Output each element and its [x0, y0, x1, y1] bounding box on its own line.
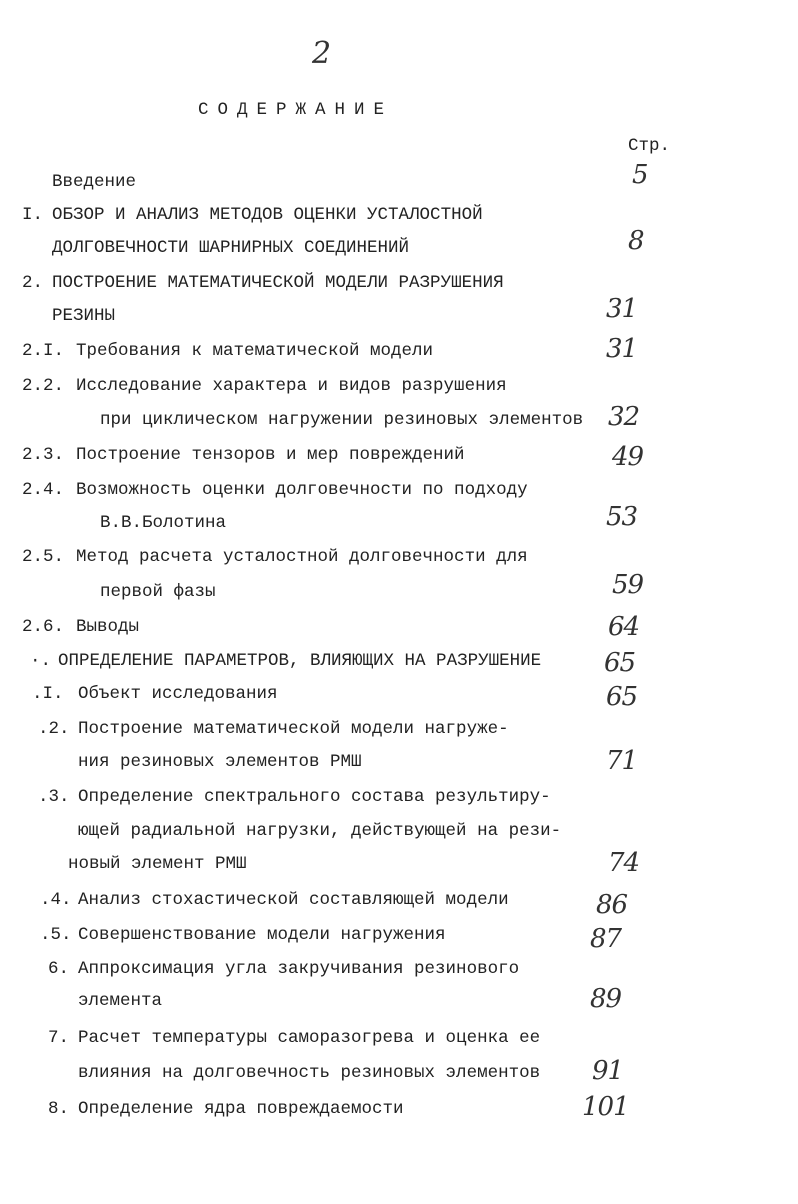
entry-title-line: ОБЗОР И АНАЛИЗ МЕТОДОВ ОЦЕНКИ УСТАЛОСТНОЙ [52, 205, 483, 225]
entry-page-number: 8 [628, 226, 644, 256]
entry-number: .I. [32, 684, 64, 704]
entry-number: 8. [48, 1099, 70, 1119]
entry-number: 2. [22, 273, 44, 293]
entry-title-line: Требования к математической модели [76, 341, 434, 361]
entry-title-line: Совершенствование модели нагружения [78, 925, 446, 945]
entry-title-line: при циклическом нагружении резиновых элементов [100, 410, 584, 430]
entry-page-number: 101 [582, 1092, 629, 1122]
entry-title-line: влияния на долговечность резиновых элементов [78, 1063, 541, 1083]
entry-title-line: ДОЛГОВЕЧНОСТИ ШАРНИРНЫХ СОЕДИНЕНИЙ [52, 238, 410, 258]
entry-title-line: Построение математической модели нагруже- [78, 719, 509, 739]
entry-number: .4. [40, 890, 72, 910]
page-column-label: Стр. [628, 136, 671, 156]
entry-title-line: новый элемент РМШ [68, 854, 247, 874]
entry-page-number: 65 [606, 682, 638, 712]
entry-title-line: ПОСТРОЕНИЕ МАТЕМАТИЧЕСКОЙ МОДЕЛИ РАЗРУШЕНИЯ [52, 273, 504, 293]
entry-page-number: 91 [592, 1056, 624, 1086]
entry-number: 2.I. [22, 341, 65, 361]
entry-number: .3. [38, 787, 70, 807]
entry-number: 6. [48, 959, 70, 979]
entry-number: 2.6. [22, 617, 65, 637]
entry-title-line: Объект исследования [78, 684, 278, 704]
entry-title-line: Введение [52, 172, 137, 192]
entry-page-number: 53 [606, 502, 638, 532]
entry-page-number: 31 [606, 334, 638, 364]
entry-title-line: РЕЗИНЫ [52, 306, 116, 326]
entry-title-line: Выводы [76, 617, 140, 637]
entry-page-number: 32 [608, 402, 640, 432]
entry-title-line: Определение спектрального состава результиру- [78, 787, 551, 807]
entry-number: I. [22, 205, 44, 225]
entry-title-line: элемента [78, 991, 163, 1011]
entry-number: .2. [38, 719, 70, 739]
entry-title-line: первой фазы [100, 582, 216, 602]
entry-page-number: 31 [606, 294, 638, 324]
entry-number: 2.4. [22, 480, 65, 500]
entry-number: 7. [48, 1028, 70, 1048]
entry-number: ·. [30, 651, 52, 671]
entry-number: 2.5. [22, 547, 65, 567]
entry-page-number: 64 [608, 612, 640, 642]
entry-number: 2.2. [22, 376, 65, 396]
entry-title-line: Возможность оценки долговечности по подходу [76, 480, 528, 500]
entry-page-number: 71 [606, 746, 638, 776]
entry-page-number: 49 [612, 442, 644, 472]
entry-title-line: ОПРЕДЕЛЕНИЕ ПАРАМЕТРОВ, ВЛИЯЮЩИХ НА РАЗРУШЕНИЕ [58, 651, 542, 671]
entry-number: 2.3. [22, 445, 65, 465]
page-number: 2 [312, 36, 331, 71]
entry-title-line: Расчет температуры саморазогрева и оценка ее [78, 1028, 541, 1048]
entry-page-number: 86 [596, 890, 628, 920]
toc-title: СОДЕРЖАНИЕ [198, 100, 394, 120]
entry-page-number: 65 [604, 648, 636, 678]
entry-title-line: Построение тензоров и мер повреждений [76, 445, 465, 465]
entry-title-line: В.В.Болотина [100, 513, 227, 533]
entry-title-line: Определение ядра повреждаемости [78, 1099, 404, 1119]
entry-page-number: 89 [590, 984, 622, 1014]
entry-page-number: 74 [608, 848, 640, 878]
entry-number: .5. [40, 925, 72, 945]
entry-title-line: Аппроксимация угла закручивания резинового [78, 959, 520, 979]
entry-title-line: Анализ стохастической составляющей модели [78, 890, 509, 910]
entry-page-number: 59 [612, 570, 644, 600]
entry-title-line: Метод расчета усталостной долговечности для [76, 547, 528, 567]
entry-title-line: ющей радиальной нагрузки, действующей на рези- [78, 821, 562, 841]
entry-page-number: 5 [632, 160, 648, 190]
entry-page-number: 87 [590, 924, 622, 954]
entry-title-line: ния резиновых элементов РМШ [78, 752, 362, 772]
entry-title-line: Исследование характера и видов разрушения [76, 376, 507, 396]
